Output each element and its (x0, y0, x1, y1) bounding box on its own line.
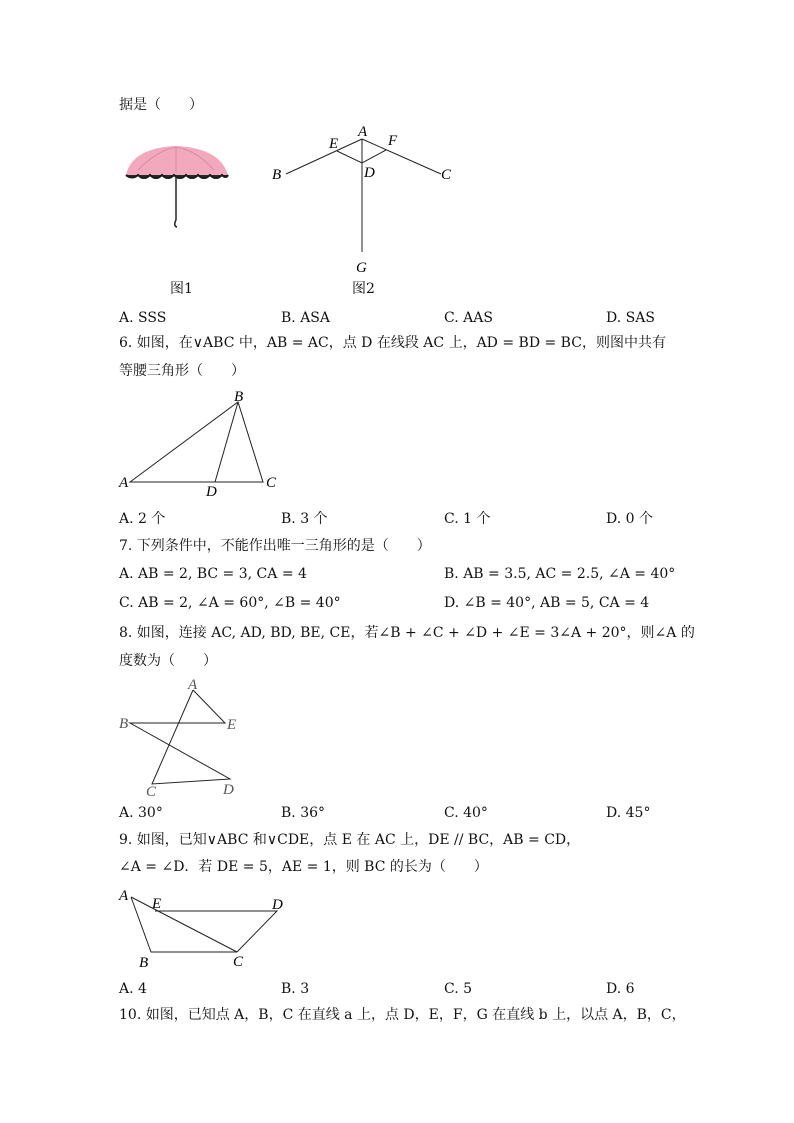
q9-stem-line1: 9. 如图，已知∨ABC 和∨CDE，点 E 在 AC 上，DE // BC，AB = CD， (119, 832, 581, 848)
q7-option-c[interactable]: C. AB = 2, ∠A = 60°, ∠B = 40° (119, 595, 341, 611)
fig2-label-e: E (329, 136, 339, 152)
umbrella-image (118, 140, 238, 232)
q8-option-c[interactable]: C. 40° (444, 805, 488, 821)
q6-triangle-diagram (115, 386, 285, 498)
q6-stem-line2: 等腰三角形（ ） (119, 363, 245, 379)
q6-option-a[interactable]: A. 2 个 (119, 511, 166, 527)
fig2-label-g: G (356, 260, 367, 276)
q8-option-d[interactable]: D. 45° (606, 805, 651, 821)
q8-option-b[interactable]: B. 36° (281, 805, 326, 821)
q7-option-b[interactable]: B. AB = 3.5, AC = 2.5, ∠A = 40° (444, 566, 676, 582)
fig2-caption: 图2 (352, 281, 375, 297)
q6-option-d[interactable]: D. 0 个 (606, 511, 653, 527)
q8-option-a[interactable]: A. 30° (119, 805, 163, 821)
q5-option-d[interactable]: D. SAS (606, 310, 655, 326)
q9-label-c: C (233, 954, 244, 970)
q9-option-c[interactable]: C. 5 (444, 981, 473, 997)
q9-label-d: D (272, 897, 283, 913)
q5-option-a[interactable]: A. SSS (119, 310, 167, 326)
q10-stem-line1: 10. 如图，已知点 A，B，C 在直线 a 上，点 D，E，F，G 在直线 b 上，以点 A，B，C， (119, 1007, 686, 1023)
fig2-label-b: B (272, 167, 282, 183)
q8-label-d: D (223, 782, 234, 798)
q5-tail-text: 据是（ ） (119, 97, 203, 113)
q8-label-a: A (188, 677, 198, 693)
q6-stem-line1: 6. 如图，在∨ABC 中，AB = AC，点 D 在线段 AC 上，AD = BD = BC，则图中共有 (119, 335, 666, 351)
q6-label-c: C (266, 475, 277, 491)
q6-label-a: A (119, 475, 129, 491)
q8-label-c: C (146, 784, 157, 800)
q5-option-b[interactable]: B. ASA (281, 310, 330, 326)
q9-option-b[interactable]: B. 3 (281, 981, 310, 997)
q5-option-c[interactable]: C. AAS (444, 310, 493, 326)
q9-diagram (115, 884, 295, 972)
q7-option-a[interactable]: A. AB = 2, BC = 3, CA = 4 (119, 566, 307, 582)
q9-option-a[interactable]: A. 4 (119, 981, 147, 997)
q8-star-diagram (115, 676, 250, 800)
q9-label-a: A (119, 888, 129, 904)
fig2-label-d: D (364, 165, 375, 181)
q8-stem-line2: 度数为（ ） (119, 653, 217, 669)
q9-option-d[interactable]: D. 6 (606, 981, 635, 997)
fig2-label-c: C (441, 167, 452, 183)
q7-stem: 7. 下列条件中，不能作出唯一三角形的是（ ） (119, 538, 431, 554)
fig2-label-a: A (358, 124, 368, 140)
q6-option-b[interactable]: B. 3 个 (281, 511, 328, 527)
q6-label-d: D (206, 484, 217, 498)
q8-label-e: E (227, 717, 237, 733)
q6-label-b: B (234, 389, 244, 405)
q8-stem-line1: 8. 如图，连接 AC, AD, BD, BE, CE，若∠B + ∠C + ∠D + ∠E = 3∠A + 20°，则∠A 的 (119, 625, 695, 641)
fig2-diagram (266, 120, 466, 276)
fig2-label-f: F (388, 133, 398, 149)
q9-stem-line2: ∠A = ∠D．若 DE = 5，AE = 1，则 BC 的长为（ ） (119, 859, 488, 875)
q8-label-b: B (119, 716, 129, 732)
q6-option-c[interactable]: C. 1 个 (444, 511, 491, 527)
q7-option-d[interactable]: D. ∠B = 40°, AB = 5, CA = 4 (444, 595, 650, 611)
q9-label-b: B (139, 955, 149, 971)
q9-label-e: E (152, 896, 162, 912)
fig1-caption: 图1 (170, 281, 193, 297)
